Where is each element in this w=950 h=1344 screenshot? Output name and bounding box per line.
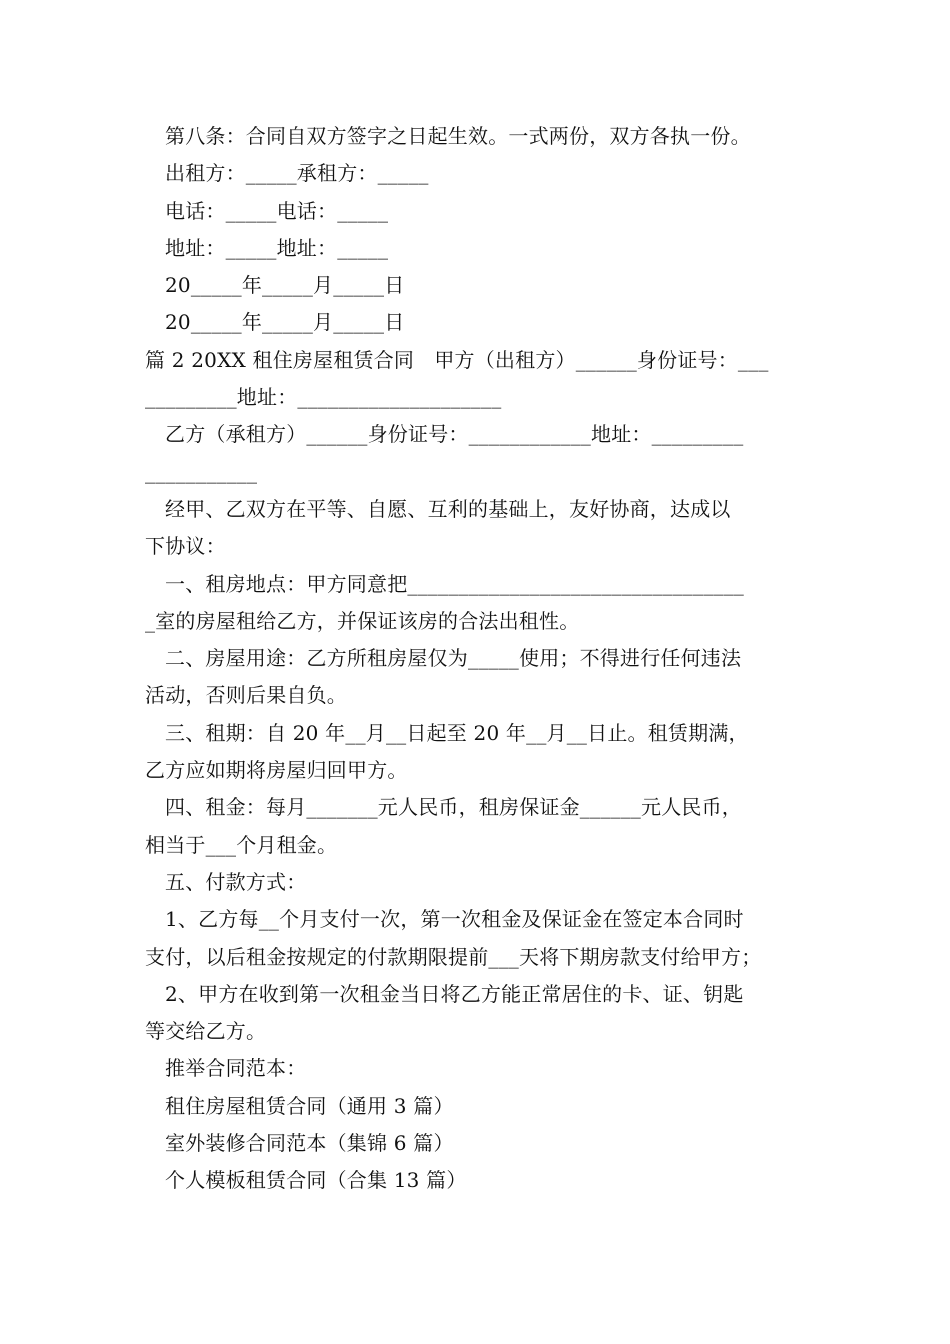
clause-usage: 二、房屋用途：乙方所租房屋仅为_____使用；不得进行任何违法 (165, 646, 742, 671)
clause-rent: 四、租金：每月_______元人民币，租房保证金______元人民币， (165, 795, 742, 820)
clause-term: 三、租期：自 20 年__月__日起至 20 年__月__日止。租赁期满， (165, 720, 749, 745)
clause-location: 一、租房地点：甲方同意把_________________________________ (165, 571, 744, 596)
agreement-intro-continued: 下协议： (145, 534, 226, 559)
party-a-address: _________地址：____________________ (145, 385, 502, 410)
document-body (145, 118, 810, 1200)
signature-date-1: 20_____年_____月_____日 (165, 273, 405, 298)
recommended-link-2[interactable]: 室外装修合同范本（集锦 6 篇） (165, 1131, 454, 1156)
clause-payment-heading: 五、付款方式： (165, 869, 307, 894)
payment-item-1: 1、乙方每__个月支付一次，第一次租金及保证金在签定本合同时 (165, 907, 744, 932)
clause-usage-continued: 活动，否则后果自负。 (145, 683, 347, 708)
payment-item-2-continued: 等交给乙方。 (145, 1019, 267, 1044)
party-b-info-continued: ___________ (145, 459, 258, 484)
clause-location-continued: _室的房屋租给乙方，并保证该房的合法出租性。 (145, 608, 580, 633)
recommended-link-1[interactable]: 租住房屋租赁合同（通用 3 篇） (165, 1093, 454, 1118)
payment-item-2: 2、甲方在收到第一次租金当日将乙方能正常居住的卡、证、钥匙 (165, 981, 744, 1006)
agreement-intro: 经甲、乙双方在平等、自愿、互利的基础上，友好协商，达成以 (165, 496, 731, 521)
clause-eight: 第八条：合同自双方签字之日起生效。一式两份，双方各执一份。 (165, 124, 751, 148)
contract-2-heading: 篇 2 20XX 租住房屋租赁合同 甲方（出租方）______身份证号：___ (145, 347, 769, 372)
signature-date-2: 20_____年_____月_____日 (165, 310, 405, 335)
signature-addresses: 地址：_____地址：_____ (165, 235, 389, 260)
party-b-info: 乙方（承租方）______身份证号：____________地址：_________ (165, 422, 744, 447)
recommended-link-3[interactable]: 个人模板租赁合同（合集 13 篇） (165, 1168, 467, 1193)
payment-item-1-continued: 支付，以后租金按规定的付款期限提前___天将下期房款支付给甲方； (145, 944, 762, 969)
clause-rent-continued: 相当于___个月租金。 (145, 832, 338, 857)
signature-phones: 电话：_____电话：_____ (165, 198, 389, 223)
signature-parties: 出租方：_____承租方：_____ (165, 161, 429, 186)
clause-term-continued: 乙方应如期将房屋归回甲方。 (145, 758, 408, 783)
recommended-heading: 推举合同范本： (165, 1056, 307, 1081)
